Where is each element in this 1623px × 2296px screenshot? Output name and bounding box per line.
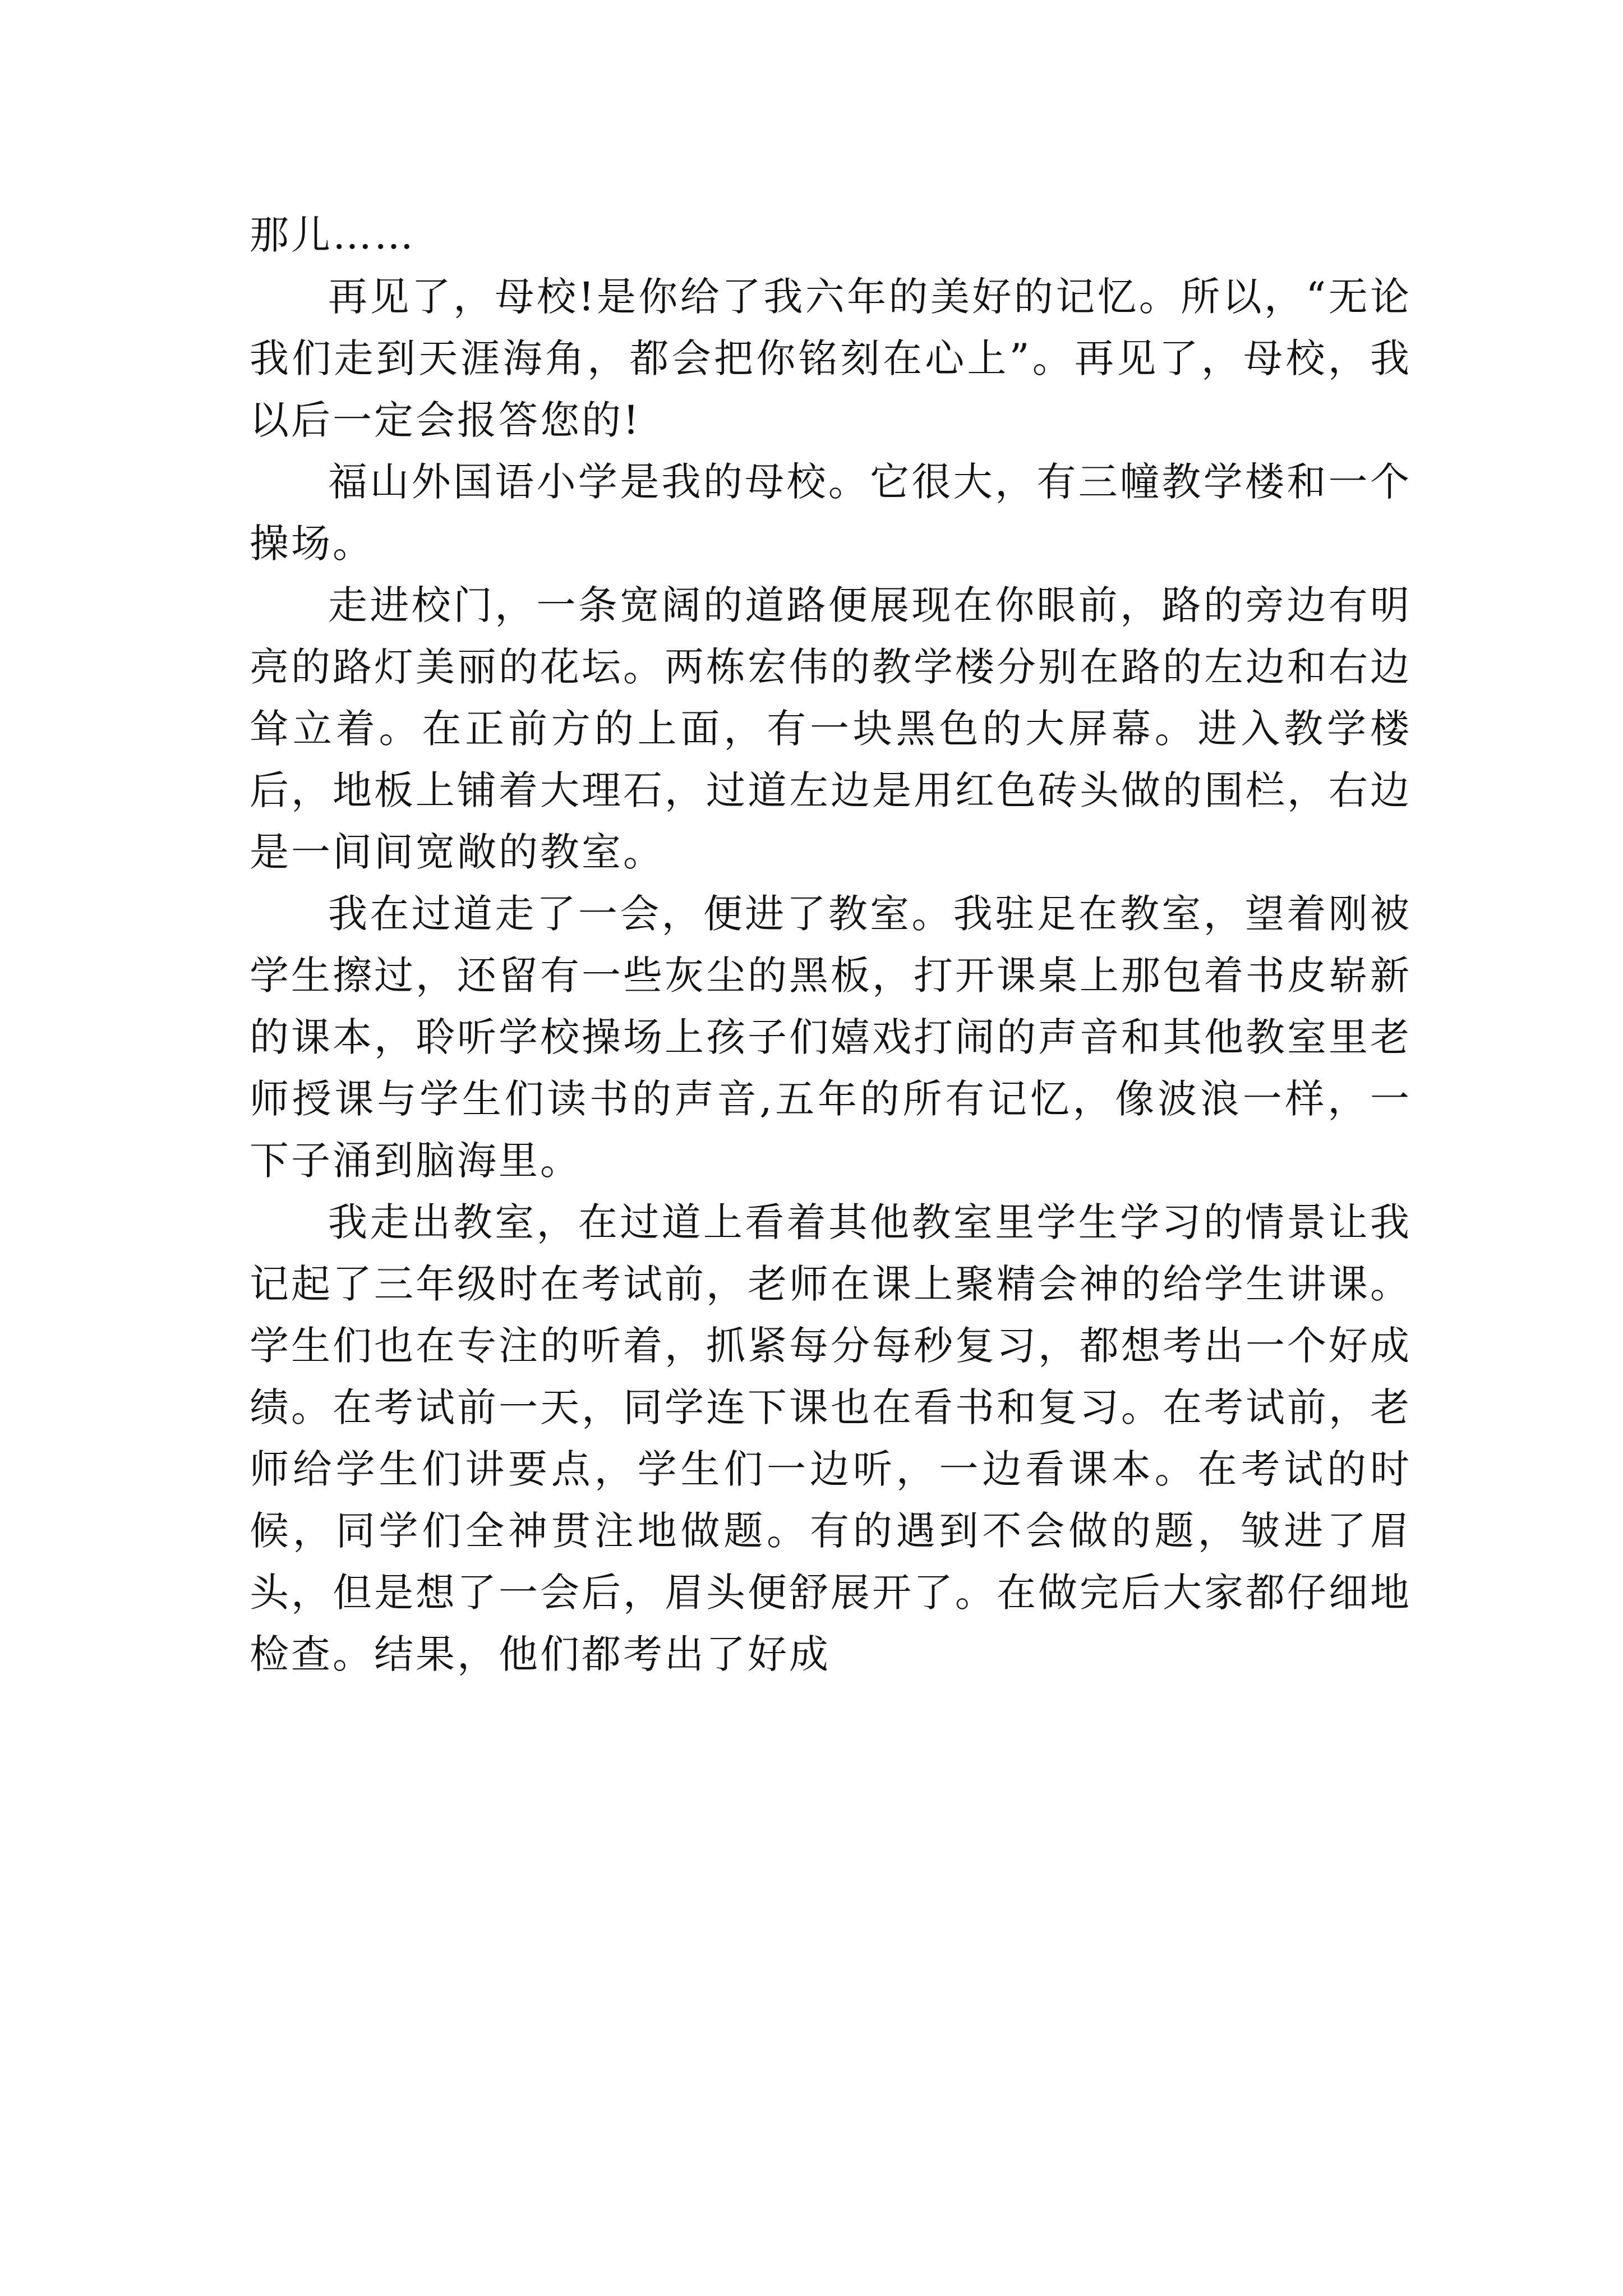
paragraph-continuation: 那儿…… — [250, 212, 416, 258]
essay-body — [250, 204, 1412, 1685]
paragraph-campus-description: 走进校门，一条宽阔的道路便展现在你眼前，路的旁边有明亮的路灯美丽的花坛。两栋宏伟的教学楼分别在路的左边和右边耸立着。在正前方的上面，有一块黑色的大屏幕。进入教学楼后，地板上铺着大理石，过道左边是用红色砖头做的围栏，右边是一间间宽敞的教室。 — [250, 582, 1412, 875]
paragraph-exam-memory: 我走出教室，在过道上看着其他教室里学生学习的情景让我记起了三年级时在考试前，老师在课上聚精会神的给学生讲课。学生们也在专注的听着，抓紧每分每秒复习，都想考出一个好成绩。在考试前一天，同学连下课也在看书和复习。在考试前，老师给学生们讲要点，学生们一边听，一边看课本。在考试的时候，同学们全神贯注地做题。有的遇到不会做的题，皱进了眉头，但是想了一会后，眉头便舒展开了。在做完后大家都仔细地检查。结果，他们都考出了好成 — [250, 1199, 1412, 1677]
paragraph-farewell: 再见了，母校!是你给了我六年的美好的记忆。所以，“无论我们走到天涯海角，都会把你铭刻在心上”。再见了，母校，我以后一定会报答您的! — [250, 274, 1412, 443]
paragraph-school-intro: 福山外国语小学是我的母校。它很大，有三幢教学楼和一个操场。 — [250, 459, 1412, 567]
paragraph-classroom-memory: 我在过道走了一会，便进了教室。我驻足在教室，望着刚被学生擦过，还留有一些灰尘的黑板，打开课桌上那包着书皮崭新的课本，聆听学校操场上孩子们嬉戏打闹的声音和其他教室里老师授课与学生们读书的声音,五年的所有记忆，像波浪一样，一下子涌到脑海里。 — [250, 891, 1412, 1184]
